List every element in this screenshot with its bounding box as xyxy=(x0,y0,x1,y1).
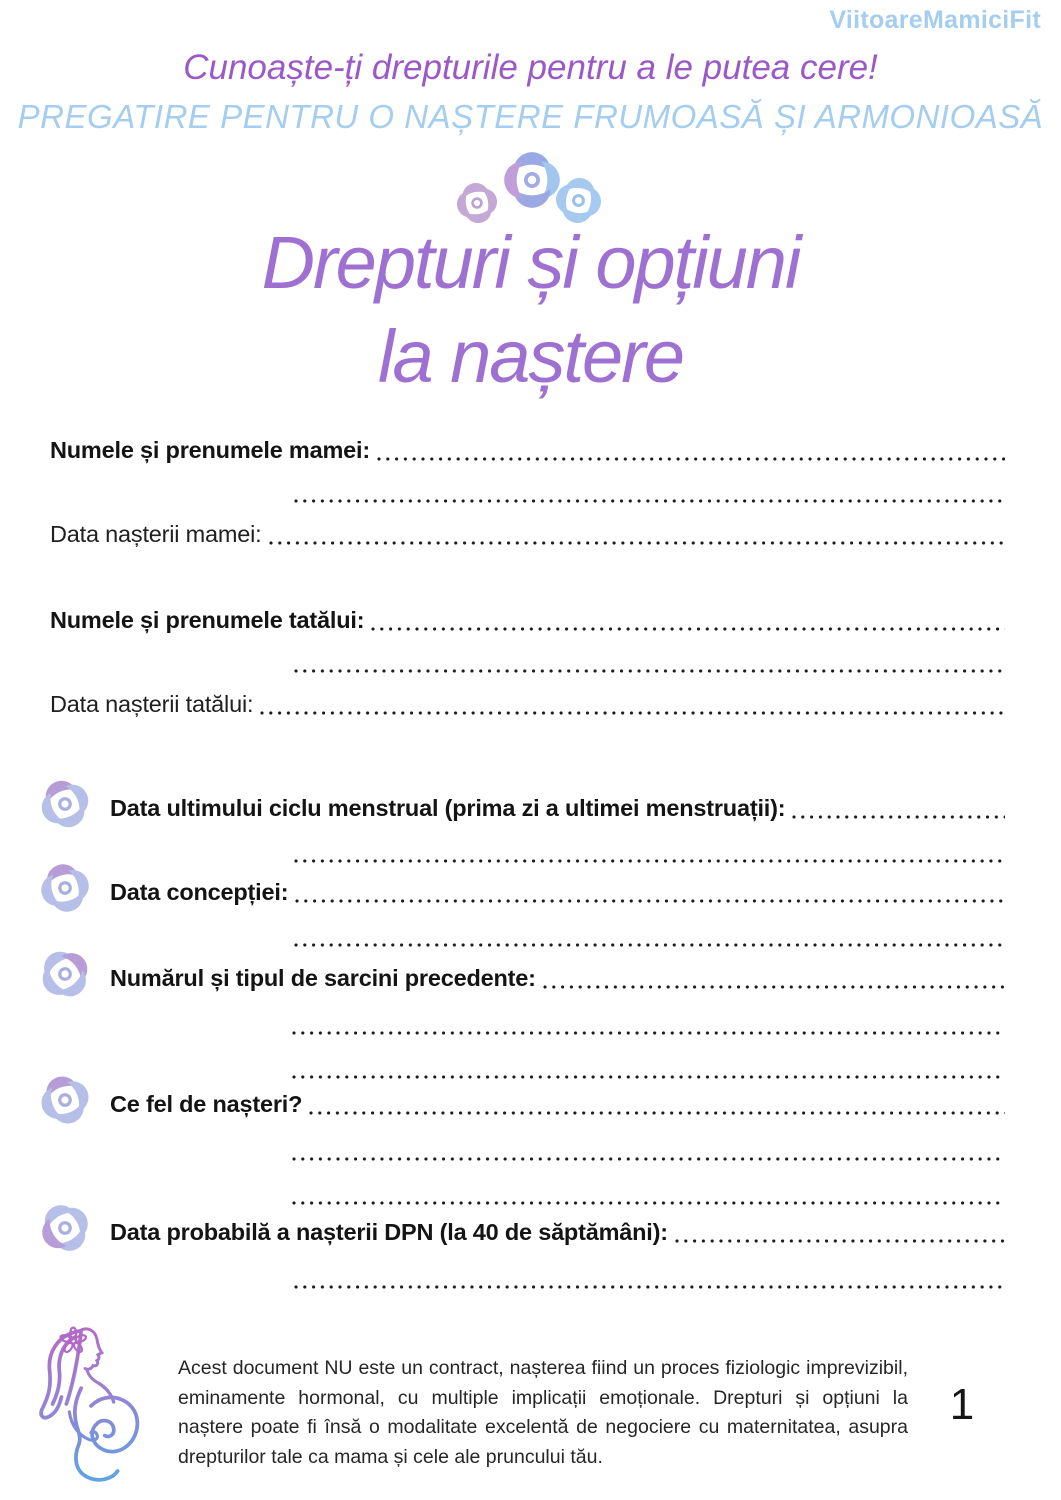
form-field-previous-pregnancies xyxy=(44,952,1005,994)
page-title-line2: la naștere xyxy=(378,315,683,398)
subtitle: PREGATIRE PENTRU O NAȘTERE FRUMOASĂ ȘI ARMONIOASĂ xyxy=(17,98,1044,135)
page-title xyxy=(0,216,1061,404)
answer-line xyxy=(292,998,1005,1040)
flower-icon xyxy=(31,1194,100,1263)
form-field-mother-name xyxy=(50,424,1005,466)
field-label: Data probabilă a nașterii DPN (la 40 de săptămâni): xyxy=(110,1219,668,1246)
answer-dots-line xyxy=(292,1156,1005,1162)
answer-dots-line xyxy=(792,814,1005,820)
answer-line xyxy=(292,1168,1005,1210)
field-label: Ce fel de nașteri? xyxy=(110,1091,303,1118)
form-field-last-menstrual-date xyxy=(44,782,1005,824)
field-label: Data ultimului ciclu menstrual (prima zi a ultimei menstruații): xyxy=(110,795,786,822)
flower-icon xyxy=(30,939,100,1009)
answer-line xyxy=(294,466,1005,508)
flower-icon xyxy=(34,857,95,918)
pregnant-woman-line-art-logo xyxy=(22,1314,160,1494)
answer-dots-line xyxy=(260,710,1005,716)
answer-dots-line xyxy=(294,858,1005,864)
answer-dots-line xyxy=(309,1110,1005,1116)
answer-dots-line xyxy=(295,898,1005,904)
answer-dots-line xyxy=(294,942,1005,948)
answer-dots-line xyxy=(269,540,1006,546)
answer-dots-line xyxy=(675,1238,1005,1244)
answer-dots-line xyxy=(294,668,1005,674)
answer-dots-line xyxy=(543,984,1005,990)
answer-line xyxy=(292,1124,1005,1166)
page-number: 1 xyxy=(949,1380,975,1429)
page-title-line1: Drepturi și opțiuni xyxy=(261,221,800,304)
answer-dots-line xyxy=(377,456,1005,462)
answer-dots-line xyxy=(292,1030,1005,1036)
form-field-father-birthdate xyxy=(50,678,1005,720)
form-field-birth-types xyxy=(44,1078,1005,1120)
disclaimer-text: Acest document NU este un contract, nașterea fiind un proces fiziologic imprevizibil, eminamente hormonal, cu multiple implicații emoționale. Drepturi și opțiuni la naștere poate fi însă o modalitate excelentă de negociere cu maternitatea, asupra drepturilor tale ca mama și cele ale pruncului tău. xyxy=(178,1357,908,1468)
answer-dots-line xyxy=(294,498,1005,504)
flower-icon xyxy=(33,1068,97,1132)
field-label: Numele și prenumele tatălui: xyxy=(50,607,365,634)
form-field-conception-date xyxy=(44,866,1005,908)
field-label: Data nașterii mamei: xyxy=(50,521,262,548)
answer-dots-line xyxy=(294,1284,1005,1290)
answer-line xyxy=(294,636,1005,678)
tagline: Cunoaște-ți drepturile pentru a le putea cere! xyxy=(183,48,878,87)
field-label: Numărul și tipul de sarcini precedente: xyxy=(110,965,536,992)
form-field-due-date xyxy=(44,1206,1005,1248)
field-label: Data concepției: xyxy=(110,879,289,906)
answer-line xyxy=(294,1252,1005,1294)
answer-line xyxy=(294,826,1005,868)
flower-icon xyxy=(32,771,98,837)
brand-logo-text: ViitoareMamiciFit xyxy=(829,6,1041,34)
field-label: Data nașterii tatălui: xyxy=(50,691,254,718)
form-field-father-name xyxy=(50,594,1005,636)
answer-line xyxy=(294,910,1005,952)
flower-icon xyxy=(503,151,561,209)
answer-dots-line xyxy=(371,626,1005,632)
field-label: Numele și prenumele mamei: xyxy=(50,437,371,464)
form-field-mother-birthdate xyxy=(50,508,1005,550)
